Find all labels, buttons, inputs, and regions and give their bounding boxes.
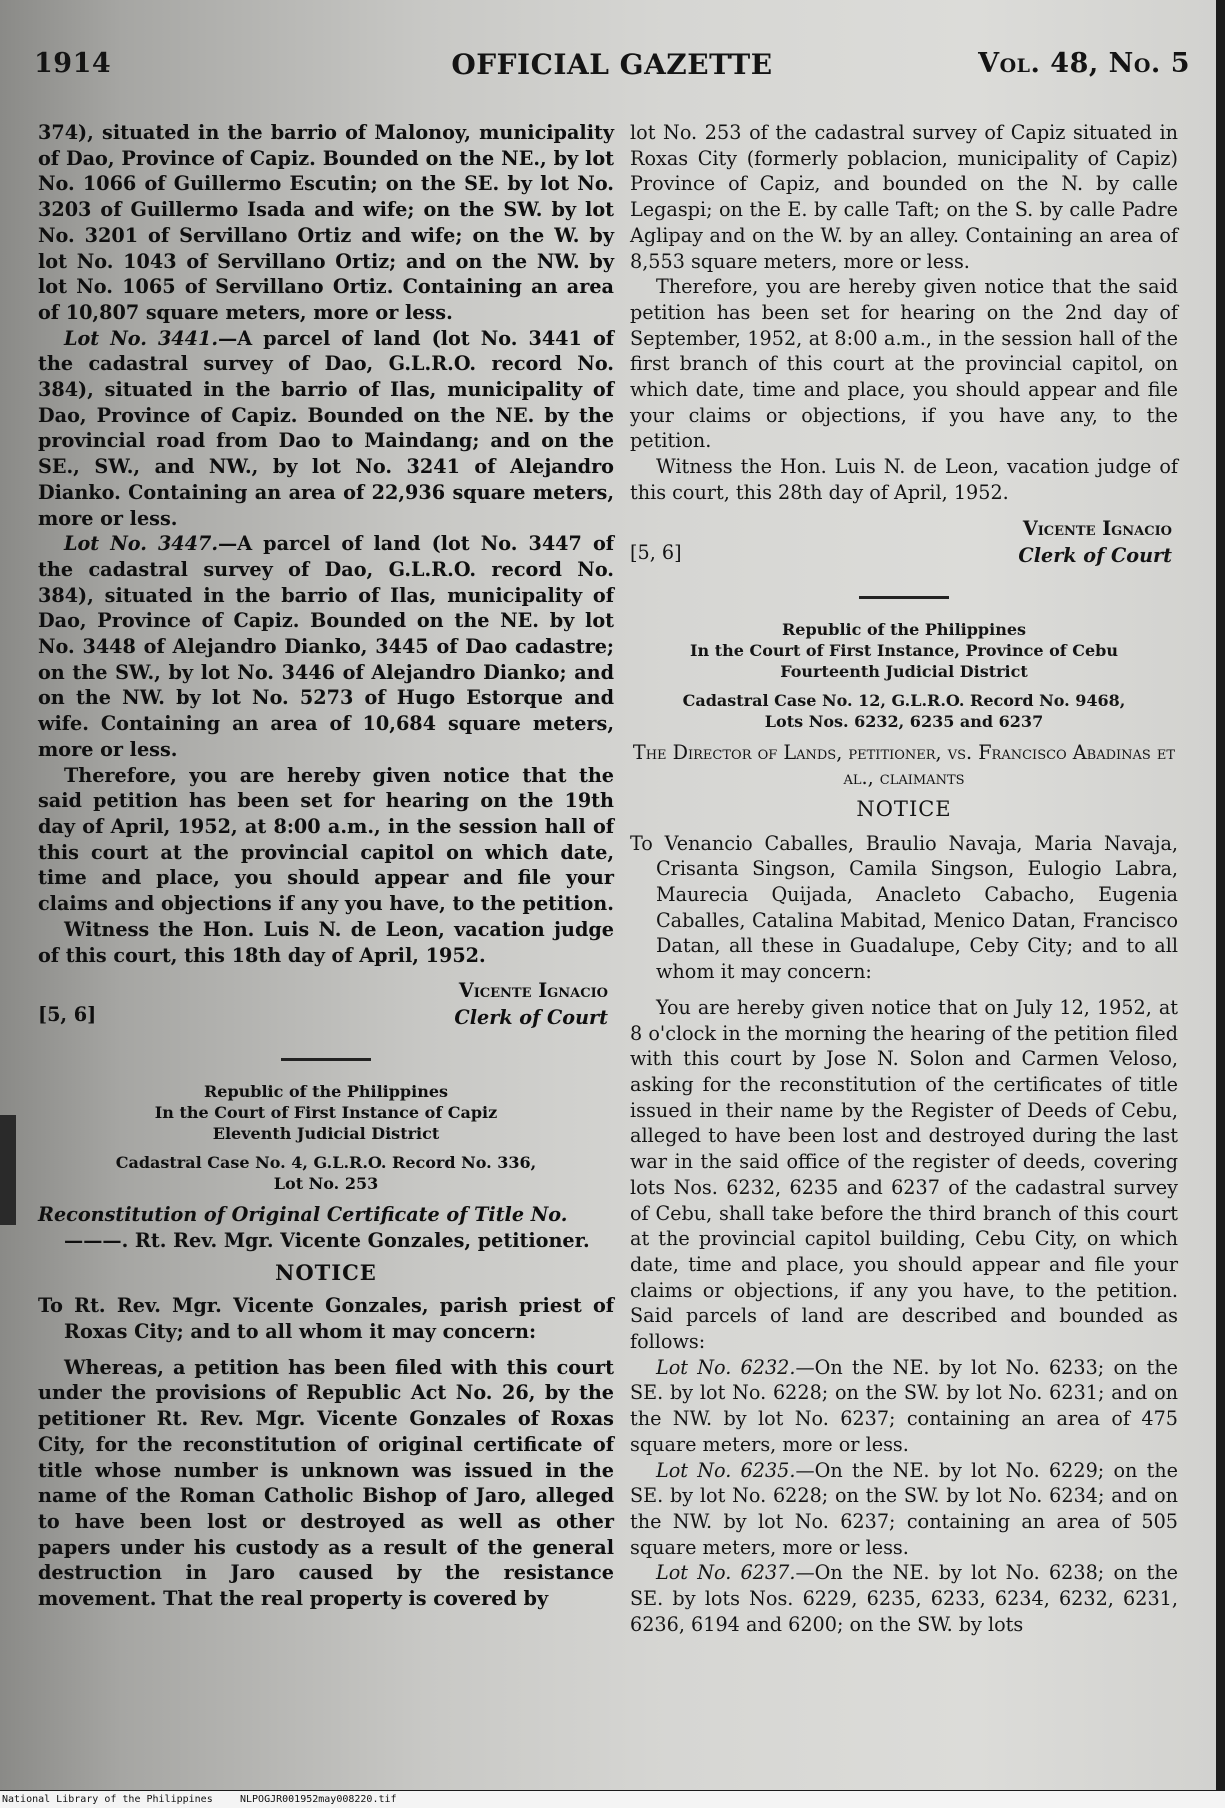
therefore-paragraph: Therefore, you are hereby given notice that the said petition has been set for hearing on the 19th day of April, 1952, at 8:00 a.m., in the session hall of this court at the provincial capitol on which date, time and place, you should appear and file your claims and objections if any you have, to the petition. [38,763,614,916]
therefore-paragraph: Therefore, you are hereby given notice that the said petition has been set for hearing on the 2nd day of September, 1952, at 8:00 a.m., in the session hall of the first branch of this court at the provincial capitol, on which date, time and place, you should appear and file your claims or objections, if you have any, to the petition. [630,275,1178,453]
right-column [630,120,1178,1637]
whereas-paragraph: Whereas, a petition has been filed with this court under the provisions of Republic Act No. 26, by the petitioner Rt. Rev. Mgr. Vicente Gonzales of Roxas City, for the reconstitution of original certificate of title whose number is unknown was issued in the name of the Roman Catholic Bishop of Jaro, alleged to have been lost or destroyed as well as other papers under his custody as a result of the general destruction in Jaro caused by the resistance movement. That the real property is covered by [38,1355,614,1611]
signature-block [630,516,1178,580]
scan-footer [0,1791,1225,1808]
paragraph: lot No. 253 of the cadastral survey of Capiz situated in Roxas City (formerly poblacion, municipality of Capiz) Province of Capiz, and bounded on the N. by calle Legaspi; on the E. by calle Taft; on the S. by calle Padre Aglipay and on the W. by an alley. Containing an area of 8,553 square meters, more or less. [630,121,1178,273]
court-caption: Republic of the Philippines In the Court of First Instance of Capiz Eleventh Judicial District [154,1082,498,1144]
reconstitution-title: Reconstitution of Original Certificate of Title No. [38,1203,568,1227]
section-divider [281,1058,371,1061]
volume-number: Vol. 48, No. 5 [978,48,1190,79]
addressees: To Rt. Rev. Mgr. Vicente Gonzales, parish priest of Roxas City; and to all whom it may concern: [38,1294,614,1344]
file-name: NLPOGJR001952may008220.tif [240,1794,397,1805]
library-credit: National Library of the Philippines [2,1794,213,1805]
issue-reference: [5, 6] [38,1003,97,1027]
notice-heading: NOTICE [856,796,952,821]
section-divider [859,596,949,599]
case-number: Cadastral Case No. 4, G.L.R.O. Record No. 336, Lot No. 253 [115,1153,537,1194]
page-number: 1914 [34,48,112,79]
issue-reference: [5, 6] [630,540,682,564]
binding-edge [0,1115,16,1225]
court-caption: Republic of the Philippines In the Court of First Instance, Province of Cebu Fourteenth Judicial District [690,619,1118,681]
publication-title: OFFICIAL GAZETTE [451,48,773,81]
lot-6232-paragraph: Lot No. 6232.—On the NE. by lot No. 6233; on the SE. by lot No. 6228; on the SW. by lot No. 6231; and on the NW. by lot No. 6237; containing an area of 475 square meters, more or less. [630,1355,1178,1456]
signer-title: Clerk of Court [454,1006,608,1030]
lot-6237-paragraph: Lot No. 6237.—On the NE. by lot No. 6238; on the SE. by lots Nos. 6229, 6235, 6233, 6234, 6232, 6231, 6236, 6194 and 6200; on the SW. by lots [630,1561,1178,1636]
notice-heading: NOTICE [275,1259,377,1285]
signer-name: Vicente Ignacio [458,979,608,1003]
lot-3441-paragraph: Lot No. 3441.—A parcel of land (lot No. 3441 of the cadastral survey of Dao, G.L.R.O. record No. 384), situated in the barrio of Ilas, municipality of Dao, Province of Capiz. Bounded on the NE. by the provincial road from Dao to Maindang; and on the SE., SW., and NW., by lot No. 3241 of Alejandro Dianko. Containing an area of 22,936 square meters, more or less. [38,326,614,530]
lot-3447-paragraph: Lot No. 3447.—A parcel of land (lot No. 3447 of the cadastral survey of Dao, G.L.R.O. record No. 384), situated in the barrio of Ilas, municipality of Dao, Province of Capiz. Bounded on the NE. by lot No. 3448 of Alejandro Dianko, 3445 of Dao cadastre; on the SW., by lot No. 3446 of Alejandro Dianko; and on the NW. by lot No. 5273 of Hugo Estorque and wife. Containing an area of 10,684 square meters, more or less. [38,532,614,761]
signer-name: Vicente Ignacio [1022,516,1172,540]
signer-title: Clerk of Court [1018,543,1172,567]
signature-block [38,978,614,1042]
paragraph: 374), situated in the barrio of Malonoy, municipality of Dao, Province of Capiz. Bounded on the NE., by lot No. 1066 of Guillermo Escutin; on the SE. by lot No. 3203 of Guillermo Isada and wife; on the SW. by lot No. 3201 of Servillano Ortiz and wife; on the W. by lot No. 1043 of Servillano Ortiz; and on the NW. by lot No. 1065 of Servillano Ortiz. Containing an area of 10,807 square meters, more or less. [38,121,614,324]
notice-body: You are hereby given notice that on July 12, 1952, at 8 o'clock in the morning the hearing of the petition filed with this court by Jose N. Solon and Carmen Veloso, asking for the reconstitution of the certificates of title issued in their name by the Register of Deeds of Cebu, alleged to have been lost and destroyed during the last war in the said office of the register of deeds, covering lots Nos. 6232, 6235 and 6237 of the cadastral survey of Cebu, shall take before the third branch of this court at the provincial capitol building, Cebu City, on which date, time and place, you should appear and file your claims or objections, if any you have, to the petition. Said parcels of land are described and bounded as follows: [630,995,1178,1354]
petitioner-line: ———. Rt. Rev. Mgr. Vicente Gonzales, petitioner. [64,1228,590,1252]
case-number: Cadastral Case No. 12, G.L.R.O. Record No. 9468, Lots Nos. 6232, 6235 and 6237 [682,690,1126,731]
page-header [34,48,1190,88]
witness-paragraph: Witness the Hon. Luis N. de Leon, vacation judge of this court, this 18th day of April, 1952. [38,917,614,967]
lot-6235-paragraph: Lot No. 6235.—On the NE. by lot No. 6229; on the SE. by lot No. 6228; on the SW. by lot No. 6234; and on the NW. by lot No. 6237; containing an area of 505 square meters, more or less. [630,1458,1178,1559]
addressees: To Venancio Caballes, Braulio Navaja, Maria Navaja, Crisanta Singson, Camila Singson, Eulogio Labra, Maurecia Quijada, Anacleto Cabacho, Eugenia Caballes, Catalina Mabitad, Menico Datan, Francisco Datan, all these in Guadalupe, Ceby City; and to all whom it may concern: [630,831,1178,984]
case-parties: The Director of Lands, petitioner, vs. Francisco Abadinas et al., claimants [632,740,1176,790]
left-column [38,120,614,1612]
witness-paragraph: Witness the Hon. Luis N. de Leon, vacation judge of this court, this 28th day of April, 1952. [630,455,1178,504]
